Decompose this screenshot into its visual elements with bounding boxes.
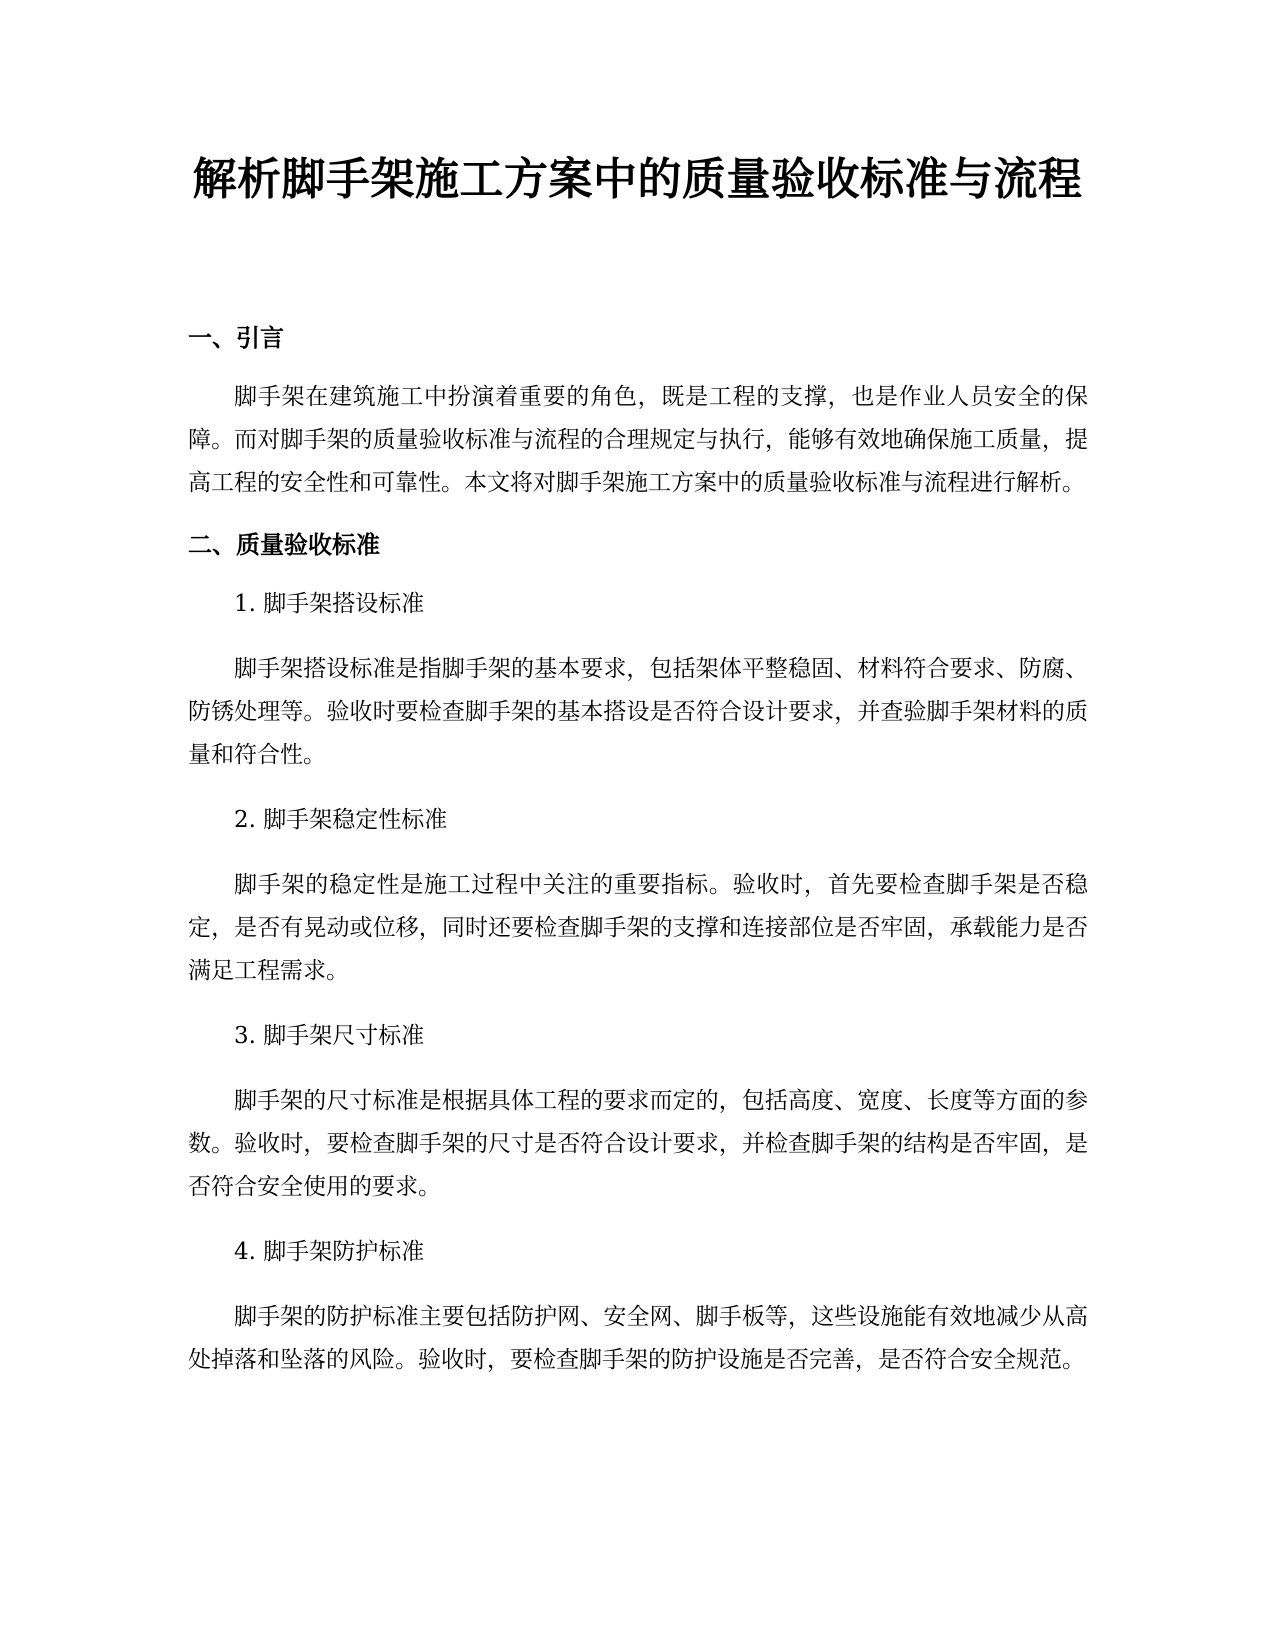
section-heading: 一、引言	[188, 324, 284, 352]
section-introduction	[188, 320, 1088, 505]
paragraph: 脚手架的稳定性是施工过程中关注的重要指标。验收时，首先要检查脚手架是否稳定，是否有晃动或位移，同时还要检查脚手架的支撑和连接部位是否牢固，承载能力是否满足工程需求。	[188, 872, 1088, 984]
list-item-label: 1. 脚手架搭设标准	[234, 591, 425, 617]
document-title: 解析脚手架施工方案中的质量验收标准与流程	[192, 154, 1083, 205]
list-item-label: 2. 脚手架稳定性标准	[234, 807, 448, 833]
document-body	[188, 320, 1088, 1404]
section-heading: 二、质量验收标准	[188, 531, 380, 559]
paragraph: 脚手架在建筑施工中扮演着重要的角色，既是工程的支撑，也是作业人员安全的保障。而对脚手架的质量验收标准与流程的合理规定与执行，能够有效地确保施工质量，提高工程的安全性和可靠性。本文将对脚手架施工方案中的质量验收标准与流程进行解析。	[188, 384, 1088, 496]
list-item-label: 4. 脚手架防护标准	[234, 1239, 425, 1265]
paragraph: 脚手架的防护标准主要包括防护网、安全网、脚手板等，这些设施能有效地减少从高处掉落和坠落的风险。验收时，要检查脚手架的防护设施是否完善，是否符合安全规范。	[188, 1304, 1088, 1373]
list-item-label: 3. 脚手架尺寸标准	[234, 1023, 425, 1049]
paragraph: 脚手架的尺寸标准是根据具体工程的要求而定的，包括高度、宽度、长度等方面的参数。验收时，要检查脚手架的尺寸是否符合设计要求，并检查脚手架的结构是否牢固，是否符合安全使用的要求。	[188, 1088, 1088, 1200]
paragraph: 脚手架搭设标准是指脚手架的基本要求，包括架体平整稳固、材料符合要求、防腐、防锈处理等。验收时要检查脚手架的基本搭设是否符合设计要求，并查验脚手架材料的质量和符合性。	[188, 656, 1088, 768]
section-quality-standards	[188, 527, 1088, 1382]
